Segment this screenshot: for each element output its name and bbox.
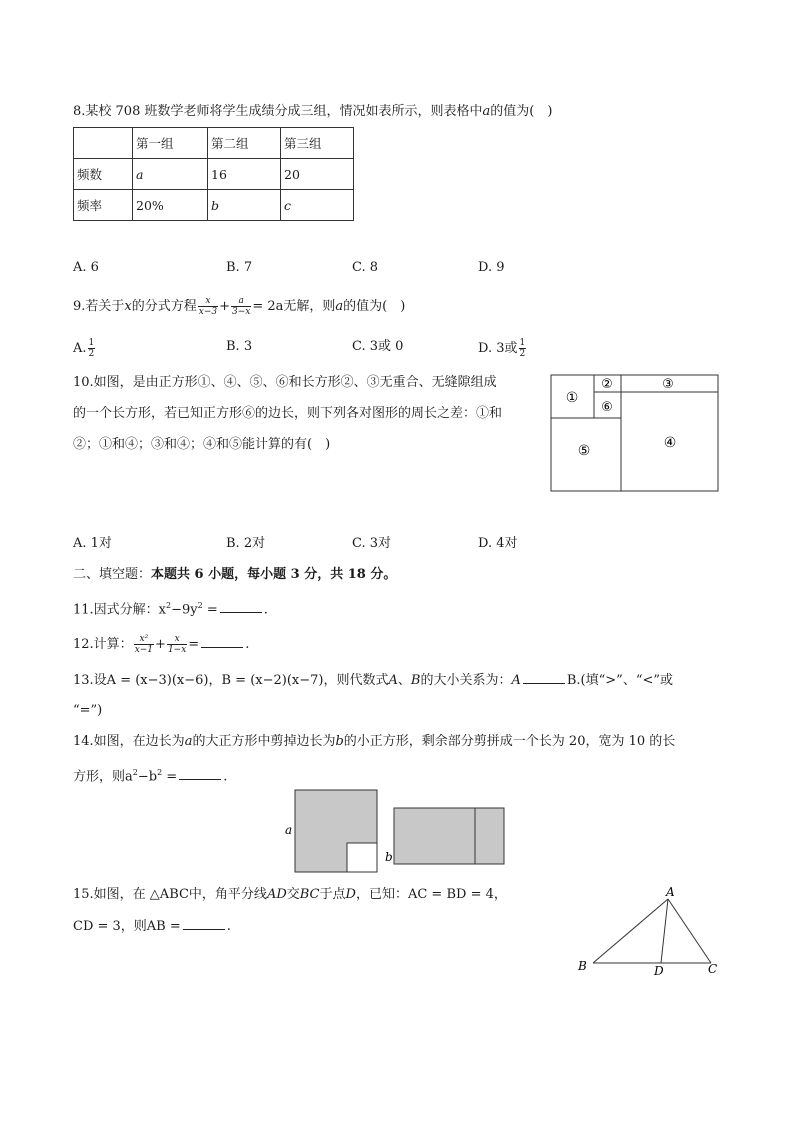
label-square-6: ⑥ (601, 400, 613, 415)
q12-stem: 12.计算： $\frac{\text{x²}}{x-1}$ + $\frac{x}{1-x}$ = . (73, 634, 250, 655)
q9-option-d-fraction: $\frac{1}{2}$ (519, 338, 526, 359)
q15-answer-blank[interactable] (183, 917, 225, 930)
q10-stem-line-1: 10.如图，是由正方形①、④、⑤、⑥和长方形②、③无重合、无缝隙组成 (73, 375, 497, 390)
q14-square-figure (282, 788, 512, 874)
table-cell: 第三组 (281, 128, 354, 159)
label-square-5: ⑤ (577, 443, 591, 459)
q9-option-a-fraction: $\frac{1}{2}$ (88, 338, 95, 359)
bisector-ad (661, 899, 668, 963)
q10-stem-line-2: 的一个长方形，若已知正方形⑥的边长，则下列各对图形的周长之差：①和 (73, 406, 503, 421)
q11-stem: 11.因式分解：$x^2-9y^2$ = . (73, 601, 268, 618)
table-row (74, 190, 354, 221)
q10-option-a[interactable]: A. 1对 (73, 536, 112, 551)
label-side-b: b (385, 850, 393, 864)
q12-fraction-2: $\frac{x}{1-x}$ (167, 634, 187, 655)
q10-option-b[interactable]: B. 2对 (226, 536, 266, 551)
q10-rectangle-figure (550, 374, 720, 493)
table-cell: c (281, 190, 354, 221)
q8-option-b[interactable]: B. 7 (226, 260, 253, 275)
table-cell: 频数 (74, 159, 133, 190)
rearranged-rectangle (394, 808, 504, 864)
label-rect-2: ② (601, 377, 613, 392)
q8-option-a[interactable]: A. 6 (73, 260, 99, 275)
table-row (74, 128, 354, 159)
q14-answer-blank[interactable] (179, 767, 221, 780)
table-cell: 20% (133, 190, 208, 221)
side-ab (593, 899, 668, 963)
point-d-label: D (654, 964, 664, 978)
point-c-label: C (708, 962, 718, 976)
section-2-heading: 二、填空题：本题共 6 小题，每小题 3 分，共 18 分。 (73, 567, 397, 582)
q14-stem-line-1: 14.如图，在边长为a的大正方形中剪掉边长为b的小正方形，剩余部分剪拼成一个长为 20，宽为 10 的长 (73, 734, 676, 749)
cut-small-square (347, 843, 377, 872)
q11-answer-blank[interactable] (220, 600, 262, 613)
q9-option-c[interactable]: C. 3或 0 (352, 339, 404, 354)
q8-option-d[interactable]: D. 9 (478, 260, 505, 275)
q13-stem-line-2: “=”) (73, 703, 103, 718)
q8-stem: 8.某校 708 班数学老师将学生成绩分成三组，情况如表所示，则表格中a的值为( ) (73, 104, 553, 119)
q13-answer-blank[interactable] (523, 671, 565, 684)
q13-stem-line-1: 13.设A = (x−3)(x−6)，B = (x−2)(x−7)，则代数式A、B的大小关系为：A B.(填“>”、“<”或 (73, 673, 674, 688)
label-rect-3: ③ (662, 377, 674, 392)
q12-answer-blank[interactable] (201, 635, 243, 648)
table-cell: a (133, 159, 208, 190)
table-row (74, 159, 354, 190)
q8-option-c[interactable]: C. 8 (352, 260, 379, 275)
q15-triangle-figure (575, 882, 725, 978)
q15-stem-line-2: CD = 3，则AB = . (73, 919, 231, 934)
point-b-label: B (578, 959, 587, 973)
table-cell: 第二组 (208, 128, 281, 159)
label-square-1: ① (565, 390, 579, 406)
q10-option-d[interactable]: D. 4对 (478, 536, 518, 551)
q10-stem-line-3: ②；①和④；③和④；④和⑤能计算的有( ) (73, 437, 331, 452)
q9-fraction-2: $\frac{a}{3-x}$ (232, 296, 251, 317)
q10-option-c[interactable]: C. 3对 (352, 536, 392, 551)
side-ac (668, 899, 711, 963)
table-cell: 16 (208, 159, 281, 190)
label-side-a: a (285, 823, 293, 837)
q15-stem-line-1: 15.如图，在 △ABC中，角平分线AD交BC于点D，已知：AC = BD = 4， (73, 887, 507, 902)
table-cell: 20 (281, 159, 354, 190)
q8-frequency-table (73, 127, 354, 221)
q9-stem: 9.若关于x的分式方程 $\frac{x}{x-3}$ + $\frac{a}{3-x}$ = 2a无解，则a的值为( ) (73, 296, 406, 317)
table-cell (74, 128, 133, 159)
point-a-label: A (666, 885, 675, 899)
label-square-4: ④ (663, 435, 677, 451)
q9-option-a[interactable]: A. $\frac{1}{2}$ (73, 338, 95, 359)
q12-fraction-1: $\frac{\text{x²}}{x-1}$ (134, 634, 154, 655)
table-cell: b (208, 190, 281, 221)
q9-fraction-1: $\frac{x}{x-3}$ (198, 296, 218, 317)
q9-option-d[interactable]: D. 3或 $\frac{1}{2}$ (478, 338, 526, 359)
q14-stem-line-2: 方形，则$a^2-b^2$ = . (73, 768, 228, 785)
table-cell: 第一组 (133, 128, 208, 159)
q9-option-b[interactable]: B. 3 (226, 339, 253, 354)
table-cell: 频率 (74, 190, 133, 221)
